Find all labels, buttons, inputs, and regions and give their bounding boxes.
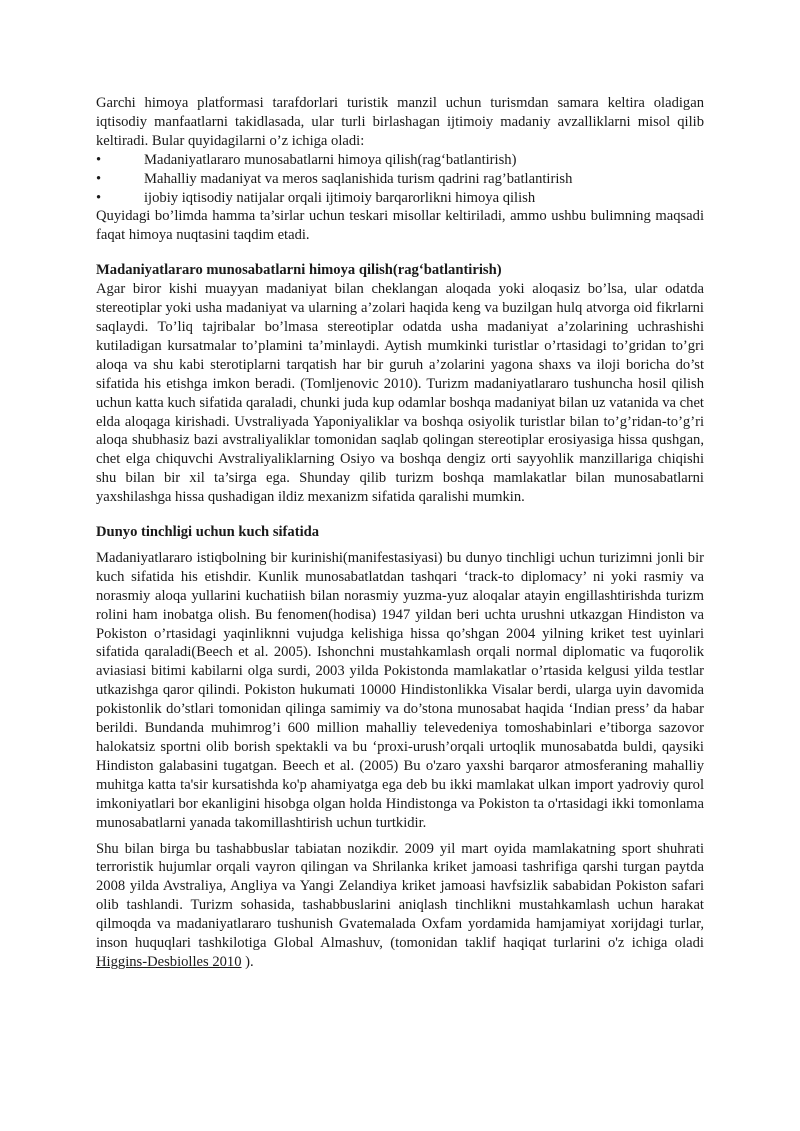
paragraph-tail: ). — [241, 953, 254, 970]
bullet-item — [96, 151, 704, 170]
section-body-world-peace-2 — [96, 840, 704, 972]
section-heading-intercultural: Madaniyatlararo munosabatlarni himoya qilish(rag‘batlantirish) — [96, 262, 502, 279]
section-body-intercultural: Agar biror kishi muayyan madaniyat bilan cheklangan aloqada yoki aloqasiz bo’lsa, ular odatda stereotiplar yoki usha madaniyat va ularning a’zolari haqida keng va buzilgan hulq atvorga oid fikrlarni saqlaydi. To’liq tajribalar bo’lmasa stereotiplar odatda usha madaniyat a’zolarining uchrashishi kutiladigan kursatmalar to’plamini ta’minlaydi. Aytish mumkinki turistlar o’rtasidagi to’gridan to’gri aloqa va shu kabi sterotiplarni tarqatish har bir guruh a’zolarini yagona shaxs va iloji boricha do’st sifatida his etishga imkon beradi. (Tomljenovic 2010). Turizm madaniyatlararo tushuncha hosil qilish uchun katta kuch sifatida qaraladi, chunki juda kup odamlar boshqa madaniyat bilan uz vatanida va chet elda aloqaga kirishadi. Uvstraliyada Yaponiyaliklar va boshqa osiyolik turistlar bilan to’g’ridan-to’g’ri aloqa shubhasiz bazi avstraliyaliklar tomonidan saqlab qolingan stereotiplar erosiyasiga hissa qushgan, chet elga chiquvchi Avstraliyaliklarning Osiyo va boshqa dengiz orti sayyohlik manzillariga chiqishi shu bilan bir xil ta’sirga ega. Shunday qilib turizm boshqa mamlakatlar bilan munosabatlarni yaxshilashga hissa qushadigan ildiz mexanizm sifatida qaralishi mumkin. — [96, 281, 704, 506]
bullet-mark: • — [96, 189, 102, 206]
citation-link[interactable]: Higgins-Desbiolles 2010 — [96, 953, 242, 970]
bullet-mark: • — [96, 170, 102, 187]
bullet-text: Madaniyatlararo munosabatlarni himoya qilish(rag‘batlantirish) — [144, 151, 517, 168]
intro-paragraph-2: Quyidagi bo’limda hamma ta’sirlar uchun teskari misollar keltiriladi, ammo ushbu bulimning maqsadi faqat himoya nuqtasini taqdim etadi. — [96, 208, 704, 244]
spacer — [96, 833, 704, 840]
paragraph-text: Shu bilan birga bu tashabbuslar tabiatan nozikdir. 2009 yil mart oyida mamlakatning sport shuhrati terroristik hujumlar orqali vayron qilingan va Shrilanka kriket jamoasi tashrifiga qarshi turgan paytda 2008 yilda Avstraliya, Angliya va Yangi Zelandiya kriket jamoasi havfsizlik sababidan Pokiston safari olib tashlandi. Turizm sohasida, tashabbuslarini aniqlash tinchlikni mustahkamlash uchun harakat qilmoqda va madaniyatlararo tushunish Gvatemalada Oxfam yordamida hamjamiyat xorijdagi turlar, inson huquqlari tashkilotiga Global Almashuv, (tomonidan taklif haqiqat turlarini o'z ichiga oladi — [96, 840, 704, 952]
section-body-world-peace: Madaniyatlararo istiqbolning bir kurinishi(manifestasiyasi) bu dunyo tinchligi uchun turizimni jonli bir kuch sifatida his etishdir. Kunlik munosabatlatdan tashqari ‘track-to diplomacy’ ni yoki rasmiy va norasmiy aloqa yullarini kuchatiish bilan norasmiy yuzma-yuz aloqalar atayin engillashtirishda turizm rolini ham inobatga olish. Bu fenomen(hodisa) 1947 yildan beri uchta urushni utkazgan Hindiston va Pokiston o’rtasidagi yaqinliknni vujudga kelishiga hissa qo’shgan 2004 yilning kriket test uyinlari sifatida qaraladi(Beech et al. 2005). Ishonchni mustahkamlash orqali normal diplomatic va fuqorolik aviasiasi bitimi kabilarni olga surdi, 2003 yilda Pokistonda mamlakatlar o’rtasida kelgusi yilda testlar utkazishga qaror qilindi. Pokiston hukumati 10000 Hindistonlikka Visalar berdi, ularga uyin davomida pokistonlik do’stlari tomonidan qilinga samimiy va do’stona munosabat haqida ‘Indian press’ da habar berildi. Bundanda muhimrog’i 600 million mahalliy televedeniya tomoshabinlari e’tiborga sazovor halokatsiz sportni olib borish spektakli va bu ‘proxi-urush’orqali urtoqlik munosabatda buldi, qaysiki Hindiston galabasini tugatgan. Beech et al. (2005) Bu o'zaro yaxshi barqaror atmosferaning mahalliy muhitga katta ta'sir kursatishda ko'p ahamiyatga ega deb bu ikki mamlakat ulkan import yadroviy qurol imkoniyatlari bor ekanligini hisobga olgan holda Hindistonga va Pokiston ta o'rtasidagi ikki tomonlama munosabatlarni yanada takomillashtirish uchun turtkidir. — [96, 549, 704, 831]
bullet-text: Mahalliy madaniyat va meros saqlanishida turism qadrini rag’batlantirish — [144, 170, 573, 187]
document-page — [96, 94, 704, 972]
bullet-item — [96, 170, 704, 189]
spacer — [96, 542, 704, 549]
spacer — [96, 507, 704, 523]
section-heading-world-peace: Dunyo tinchligi uchun kuch sifatida — [96, 524, 320, 541]
bullet-text: ijobiy iqtisodiy natijalar orqali ijtimoiy barqarorlikni himoya qilish — [144, 189, 536, 206]
spacer — [96, 245, 704, 261]
intro-paragraph: Garchi himoya platformasi tarafdorlari turistik manzil uchun turismdan samara keltira oladigan iqtisodiy manfaatlarni takidlasada, ular turli birlashagan ijtimoiy madaniy avzalliklarni misol qilib keltiradi. Bular quyidagilarni o’z ichiga oladi: — [96, 95, 704, 149]
bullet-item — [96, 189, 704, 208]
bullet-mark: • — [96, 151, 102, 168]
